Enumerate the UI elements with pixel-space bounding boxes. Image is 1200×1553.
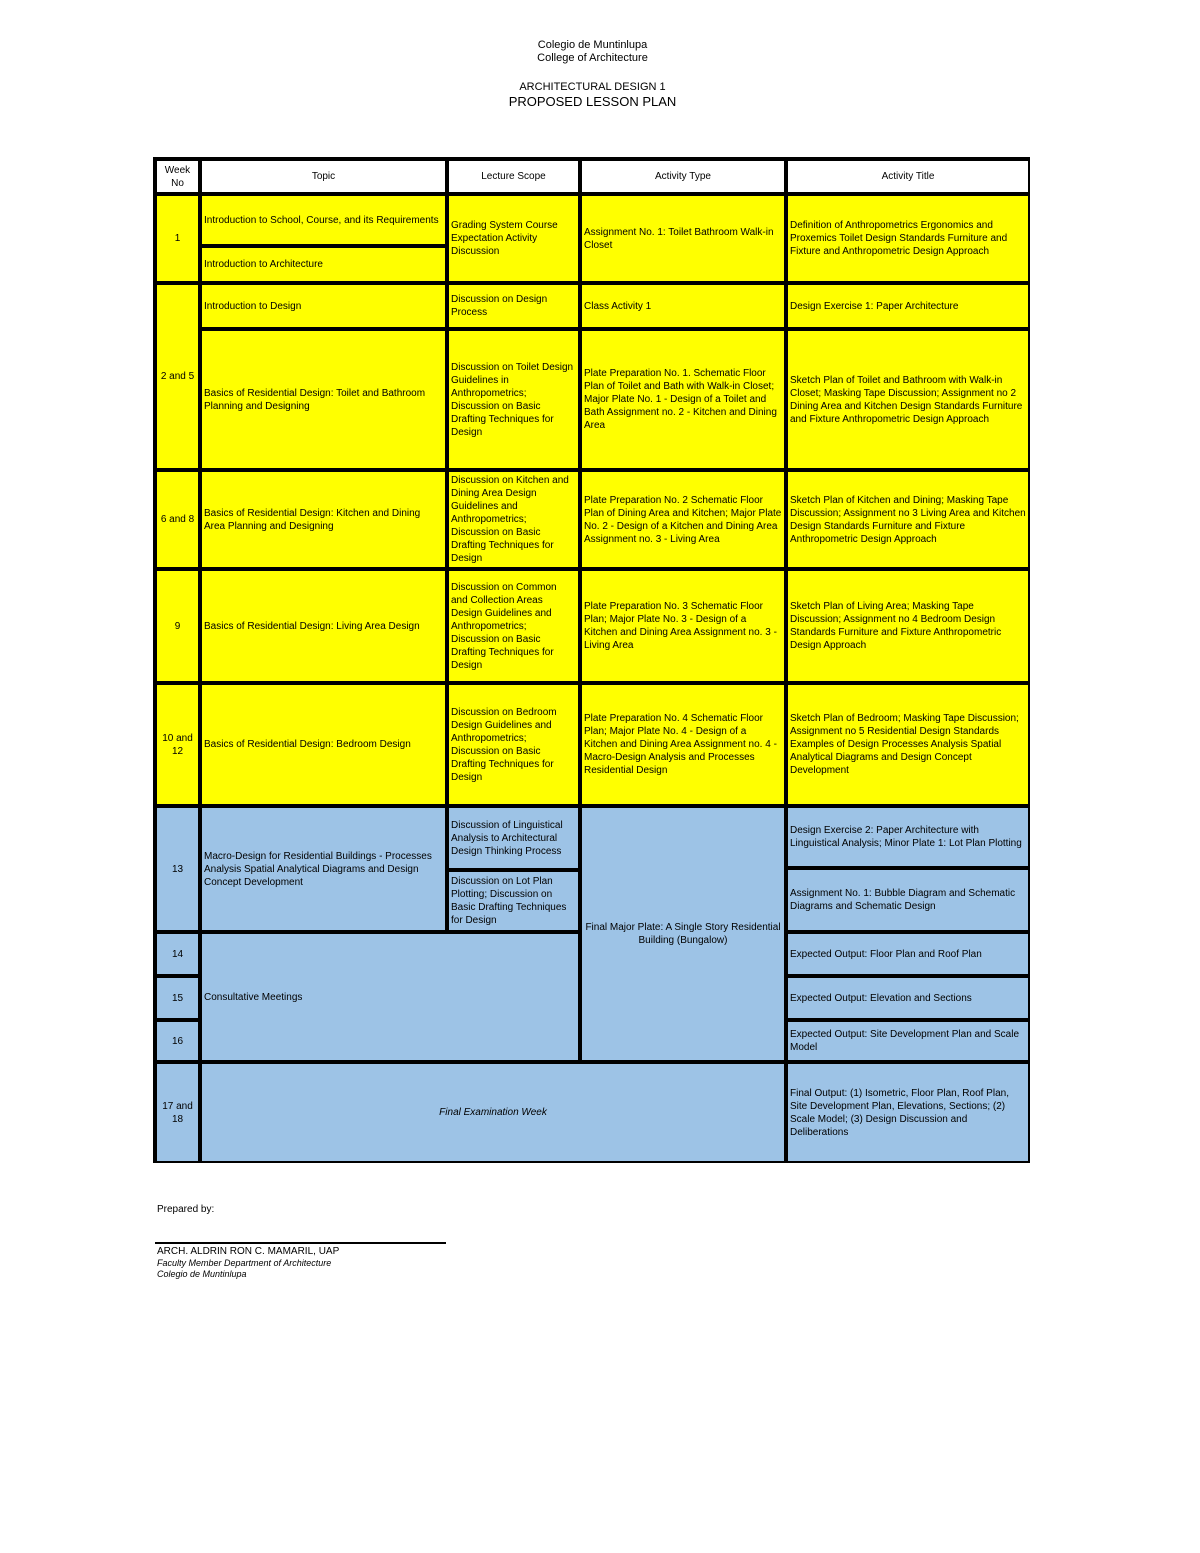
week-cell: 17 and 18 — [155, 1062, 200, 1163]
lecture-scope-cell: Discussion on Toilet Design Guidelines in Anthropometrics; Discussion on Basic Drafting Techniques for Design — [447, 329, 580, 470]
activity-type-cell: Plate Preparation No. 3 Schematic Floor Plan; Major Plate No. 3 - Design of a Kitchen and Dining Area Assignment no. 3 - Living Area — [580, 569, 786, 683]
topic-cell: Basics of Residential Design: Living Area Design — [200, 569, 447, 683]
activity-type-cell: Plate Preparation No. 4 Schematic Floor Plan; Major Plate No. 4 - Design of a Kitchen and Dining Area Assignment no. 4 - Macro-Design Analysis and Processes Residential Design — [580, 683, 786, 806]
activity-title-cell: Definition of Anthropometrics Ergonomics and Proxemics Toilet Design Standards Furniture and Fixture and Anthropometric Design Approach — [786, 194, 1030, 283]
activity-title-cell: Sketch Plan of Toilet and Bathroom with Walk-in Closet; Masking Tape Discussion; Assignment no 2 Dining Area and Kitchen Design Standards Furniture and Fixture Anthropometric Design Approach — [786, 329, 1030, 470]
signature-line — [155, 1242, 446, 1244]
week-cell: 2 and 5 — [155, 283, 200, 470]
activity-title-cell: Sketch Plan of Bedroom; Masking Tape Discussion; Assignment no 5 Residential Design Standards Examples of Design Processes Analysis Spatial Analytical Diagrams and Design Concept Development — [786, 683, 1030, 806]
activity-title-cell: Expected Output: Elevation and Sections — [786, 976, 1030, 1020]
activity-type-cell: Plate Preparation No. 2 Schematic Floor Plan of Dining Area and Kitchen; Major Plate No. 2 - Design of a Kitchen and Dining Area Assignment no. 3 - Living Area — [580, 470, 786, 569]
school-name: Colegio de Muntinlupa — [537, 39, 648, 51]
topic-cell: Macro-Design for Residential Buildings - Processes Analysis Spatial Analytical Diagrams and Design Concept Development — [200, 806, 447, 932]
activity-type-cell: Class Activity 1 — [580, 283, 786, 329]
lecture-scope-cell: Discussion of Linguistical Analysis to Architectural Design Thinking Process — [447, 806, 580, 870]
lesson-plan-table — [153, 157, 1030, 1163]
week-cell: 15 — [155, 976, 200, 1020]
prepared-by-label: Prepared by: — [157, 1204, 215, 1215]
activity-type-cell: Plate Preparation No. 1. Schematic Floor Plan of Toilet and Bath with Walk-in Closet; Major Plate No. 1 - Design of a Toilet and Bath Assignment no. 2 - Kitchen and Dining Area — [580, 329, 786, 470]
page-title: PROPOSED LESSON PLAN — [508, 94, 677, 109]
week-cell: 1 — [155, 194, 200, 283]
consultative-meetings-cell: Consultative Meetings — [200, 932, 580, 1062]
week-cell: 16 — [155, 1020, 200, 1062]
final-examination-cell: Final Examination Week — [200, 1062, 786, 1163]
column-header-week: Week No — [155, 159, 200, 194]
week-cell: 6 and 8 — [155, 470, 200, 569]
lecture-scope-cell: Discussion on Bedroom Design Guidelines and Anthropometrics; Discussion on Basic Drafting Techniques for Design — [447, 683, 580, 806]
topic-cell: Introduction to Architecture — [200, 246, 447, 283]
lecture-scope-cell: Discussion on Lot Plan Plotting; Discussion on Basic Drafting Techniques for Design — [447, 870, 580, 932]
activity-title-cell: Assignment No. 1: Bubble Diagram and Schematic Diagrams and Schematic Design — [786, 868, 1030, 932]
column-header-activity-title: Activity Title — [786, 159, 1030, 194]
activity-title-cell: Expected Output: Floor Plan and Roof Plan — [786, 932, 1030, 976]
week-cell: 9 — [155, 569, 200, 683]
activity-type-cell: Assignment No. 1: Toilet Bathroom Walk-in Closet — [580, 194, 786, 283]
topic-cell: Basics of Residential Design: Toilet and Bathroom Planning and Designing — [200, 329, 447, 470]
lecture-scope-cell: Discussion on Kitchen and Dining Area Design Guidelines and Anthropometrics; Discussion on Basic Drafting Techniques for Design — [447, 470, 580, 569]
topic-cell: Introduction to School, Course, and its Requirements — [200, 194, 447, 246]
activity-title-cell: Expected Output: Site Development Plan and Scale Model — [786, 1020, 1030, 1062]
preparer-name: ARCH. ALDRIN RON C. MAMARIL, UAP — [157, 1246, 340, 1257]
topic-cell: Introduction to Design — [200, 283, 447, 329]
preparer-institution: Colegio de Muntinlupa — [157, 1269, 247, 1279]
lecture-scope-cell: Discussion on Design Process — [447, 283, 580, 329]
week-cell: 13 — [155, 806, 200, 932]
activity-title-cell: Sketch Plan of Living Area; Masking Tape Discussion; Assignment no 4 Bedroom Design Standards Furniture and Fixture Anthropometric Design Approach — [786, 569, 1030, 683]
college-name: College of Architecture — [537, 52, 648, 64]
week-cell: 10 and 12 — [155, 683, 200, 806]
activity-title-cell: Final Output: (1) Isometric, Floor Plan, Roof Plan, Site Development Plan, Elevations, Sections; (2) Scale Model; (3) Design Discussion and Deliberations — [786, 1062, 1030, 1163]
lecture-scope-cell: Discussion on Common and Collection Areas Design Guidelines and Anthropometrics; Discussion on Basic Drafting Techniques for Design — [447, 569, 580, 683]
topic-cell: Basics of Residential Design: Kitchen and Dining Area Planning and Designing — [200, 470, 447, 569]
activity-title-cell: Design Exercise 1: Paper Architecture — [786, 283, 1030, 329]
course-title: ARCHITECTURAL DESIGN 1 — [519, 81, 666, 93]
week-cell: 14 — [155, 932, 200, 976]
activity-title-cell: Sketch Plan of Kitchen and Dining; Masking Tape Discussion; Assignment no 3 Living Area and Kitchen Design Standards Furniture and Fixture Anthropometric Design Approach — [786, 470, 1030, 569]
topic-cell: Basics of Residential Design: Bedroom Design — [200, 683, 447, 806]
final-major-plate-cell: Final Major Plate: A Single Story Residential Building (Bungalow) — [580, 806, 786, 1062]
lecture-scope-cell: Grading System Course Expectation Activity Discussion — [447, 194, 580, 283]
column-header-topic: Topic — [200, 159, 447, 194]
column-header-activity-type: Activity Type — [580, 159, 786, 194]
activity-title-cell: Design Exercise 2: Paper Architecture with Linguistical Analysis; Minor Plate 1: Lot Plan Plotting — [786, 806, 1030, 868]
preparer-position: Faculty Member Department of Architecture — [157, 1258, 332, 1268]
column-header-lecture-scope: Lecture Scope — [447, 159, 580, 194]
